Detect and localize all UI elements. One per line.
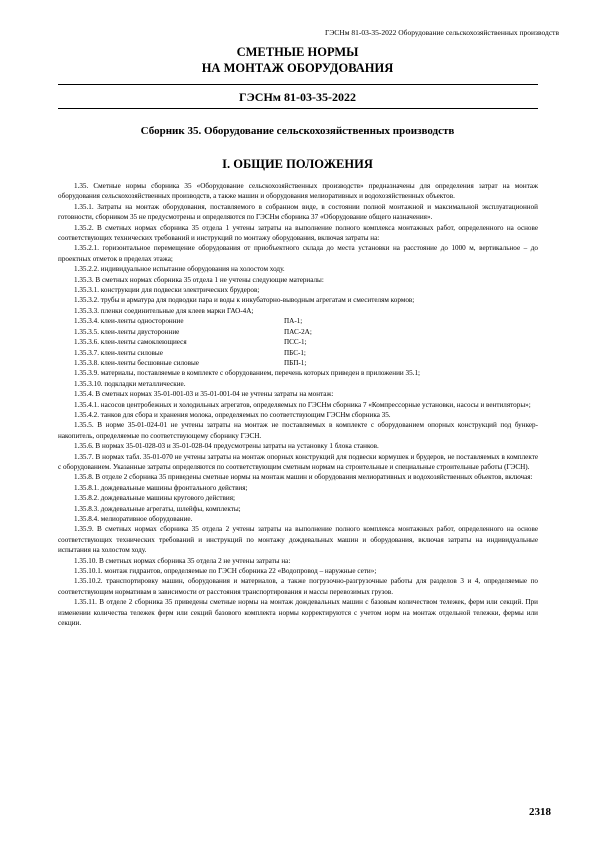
adhesive-code: ПА-1;	[284, 317, 303, 326]
adhesive-row	[58, 337, 538, 347]
document-code: ГЭСНм 81-03-35-2022	[239, 90, 356, 104]
paragraph: 1.35.10.1. монтаж гидрантов, определяемые по ГЭСН сборника 22 «Водопровод – наружные сети»;	[74, 567, 377, 576]
title-block	[0, 44, 595, 76]
title-line-2: НА МОНТАЖ ОБОРУДОВАНИЯ	[201, 61, 394, 75]
running-header: ГЭСНм 81-03-35-2022 Оборудование сельскохозяйственных производств	[325, 28, 559, 37]
paragraph: 1.35.11. В отделе 2 сборника 35 приведены сметные нормы на монтаж дождевальных машин с базовым количеством тележек, ферм или секций. При изменении количества тележек ферм или секций базового комплекта нормы корректируются с учетом норм на монтаж отдельной тележки, фермы или секции.	[58, 598, 538, 628]
paragraph: 1.35.2.2. индивидуальное испытание оборудования на холостом ходу.	[74, 265, 285, 274]
adhesive-name: 1.35.3.8. клеи-ленты бесшовные силовые	[74, 358, 199, 367]
paragraph: 1.35.3.3. пленки соединительные для клеев марки ГАО-4А;	[74, 306, 254, 315]
paragraph: 1.35.10. В сметных нормах сборника 35 отдела 2 не учтены затраты на:	[74, 556, 291, 565]
paragraph: 1.35.5. В норме 35-01-024-01 не учтены затраты на монтаж не поставляемых в комплекте с оборудованием опорных конструкций под бункер-накопитель, определяемые по соответствующему сборнику ГЭСН.	[58, 421, 538, 440]
adhesive-name: 1.35.3.4. клеи-ленты односторонние	[74, 317, 184, 326]
paragraph: 1.35.3.9. материалы, поставляемые в комплекте с оборудованием, перечень которых приведен в приложении 35.1;	[74, 369, 421, 378]
paragraph: 1.35.3. В сметных нормах сборника 35 отдела 1 не учтены следующие материалы:	[74, 275, 324, 284]
paragraph: 1.35.4. В сметных нормах 35-01-001-03 и 35-01-001-04 не учтены затраты на монтаж:	[74, 390, 334, 399]
adhesive-name: 1.35.3.5. клеи-ленты двусторонние	[74, 327, 180, 336]
paragraph: 1.35.4.1. насосов центробежных и холодильных агрегатов, определяемых по ГЭСНм сборника 7 «Компрессорные установки, насосы и вентиляторы»;	[74, 400, 531, 409]
paragraph: 1.35.2. В сметных нормах сборника 35 отдела 1 учтены затраты на выполнение полного комплекса монтажных работ, определенного на основе соответствующих технических требований и инструкций по монтажу оборудования, включая затраты на:	[58, 223, 538, 243]
paragraph: 1.35.8.2. дождевальные машины кругового действия;	[74, 494, 236, 503]
paragraph: 1.35.9. В сметных нормах сборника 35 отдела 2 учтены затраты на выполнение полного комплекса монтажных работ, определенного на основе соответствующих технических требований и инструкций по монтажу дождевальных машин и оборудования, включая затраты на индивидуальные испытания на холостом ходу.	[58, 525, 538, 555]
title-line-1: СМЕТНЫЕ НОРМЫ	[236, 45, 359, 59]
paragraph: 1.35.8.3. дождевальные агрегаты, шлейфы, комплекты;	[74, 504, 241, 513]
paragraph: 1.35.8. В отделе 2 сборника 35 приведены сметные нормы на монтаж машин и оборудования мелиоративных и водохозяйственных объектов, включая:	[74, 473, 533, 482]
divider-bottom	[58, 108, 538, 109]
section-body	[58, 181, 538, 628]
section-title: I. ОБЩИЕ ПОЛОЖЕНИЯ	[222, 157, 373, 171]
adhesive-name: 1.35.3.7. клеи-ленты силовые	[74, 348, 163, 357]
adhesive-name: 1.35.3.6. клеи-ленты самоклеющиеся	[74, 338, 187, 347]
adhesive-row	[58, 348, 538, 358]
paragraph: 1.35.7. В нормах табл. 35-01-070 не учтены затраты на монтаж опорных конструкций для подвески кормушек и брудеров, не поставляемых в комплекте с оборудованием. Указанные затраты определяются по соответствующим сметным нормам на строительные и специальные строительные работы (ГЭСН).	[58, 452, 538, 471]
adhesive-code: ПБП-1;	[284, 358, 307, 367]
adhesive-row	[58, 327, 538, 337]
paragraph: 1.35.2.1. горизонтальное перемещение оборудования от приобъектного склада до места установки на расстояние до 1000 м, вертикальное – до проектных отметок в пределах этажа;	[58, 244, 538, 263]
adhesive-code: ПСС-1;	[284, 338, 307, 347]
paragraph: 1.35.8.1. дождевальные машины фронтального действия;	[74, 483, 248, 492]
divider-top	[58, 84, 538, 85]
paragraph: 1.35.8.4. мелиоративное оборудование.	[74, 515, 193, 523]
collection-title: Сборник 35. Оборудование сельскохозяйственных производств	[140, 125, 455, 137]
adhesive-code: ПБС-1;	[284, 348, 306, 357]
paragraph: 1.35.3.1. конструкции для подвески электрических брудеров;	[74, 286, 260, 295]
paragraph: 1.35.3.10. подкладки металлические.	[74, 379, 186, 388]
paragraph: 1.35.1. Затраты на монтаж оборудования, поставляемого в собранном виде, в состоянии полной монтажной и максимальной эксплуатационной готовности, сборником 35 не предусмотрены и определяются по ГЭСНм сборника 37 «Оборудование общего назначения».	[58, 202, 538, 222]
adhesive-code: ПАС-2А;	[284, 327, 312, 336]
paragraph: 1.35. Сметные нормы сборника 35 «Оборудование сельскохозяйственных производств» предназначены для определения затрат на монтаж оборудования сельскохозяйственных производств, а также машин и оборудования мелиоративных и водохозяйственных объектов.	[58, 182, 538, 201]
adhesive-row	[58, 358, 538, 368]
paragraph: 1.35.4.2. танков для сбора и хранения молока, определяемых по соответствующим ГЭСНм сборника 35.	[74, 410, 391, 419]
page-number: 2318	[529, 806, 551, 818]
adhesive-row	[58, 316, 538, 326]
paragraph: 1.35.10.2. транспортировку машин, оборудования и материалов, а также погрузочно-разгрузочные работы для разделов 3 и 4, определяемые по соответствующим нормативам в зависимости от расстояния транспортирования и массы перевозимых грузов.	[58, 577, 538, 596]
paragraph: 1.35.3.2. трубы и арматура для подводки пара и воды к инкубаторно-выводным агрегатам и смесителям кормов;	[74, 296, 415, 305]
paragraph: 1.35.6. В нормах 35-01-028-03 и 35-01-028-04 предусмотрены затраты на установку 1 блока станков.	[74, 442, 379, 451]
